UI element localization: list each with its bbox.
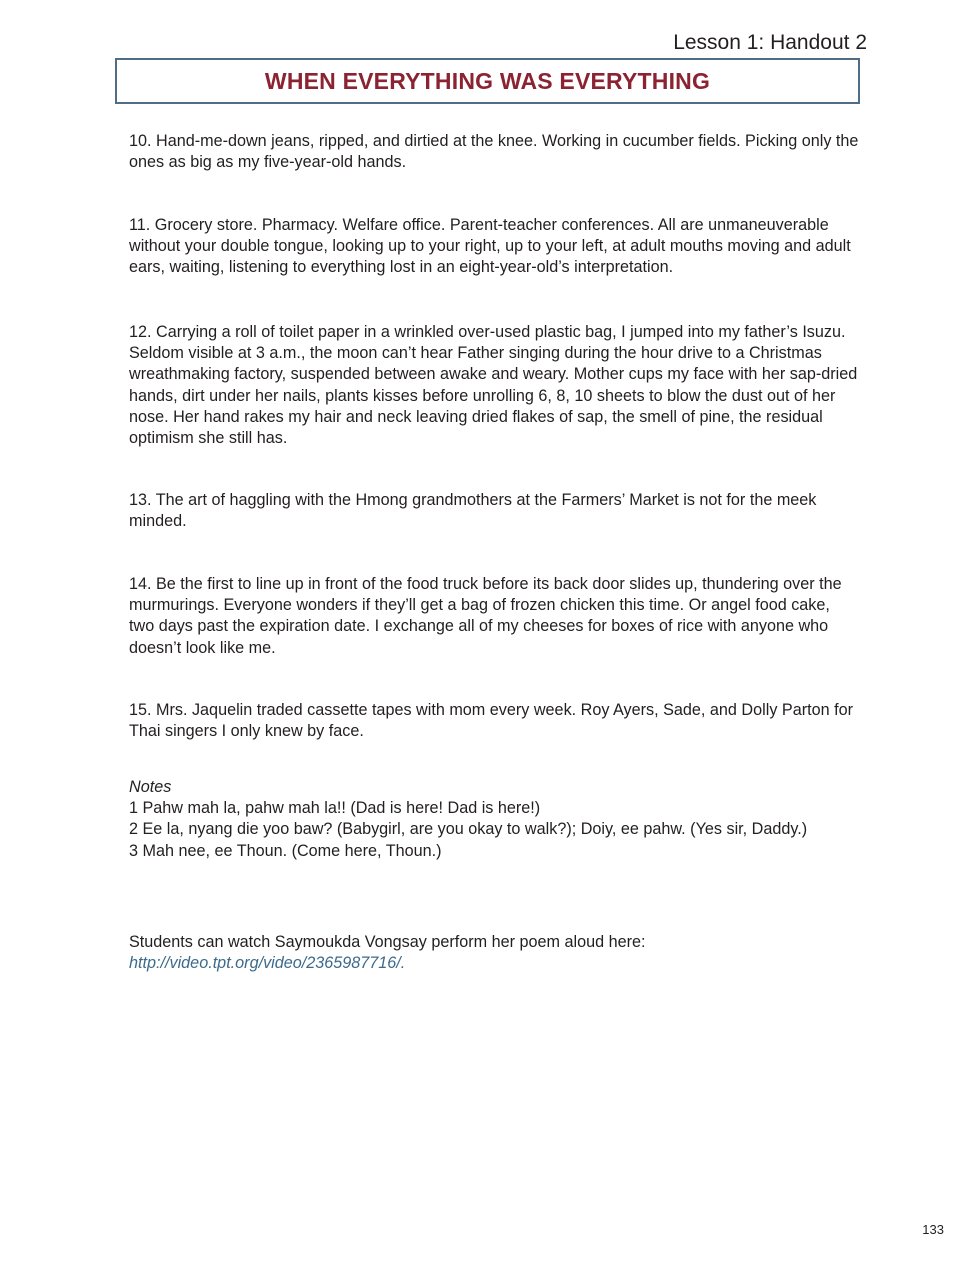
stanza-11: 11. Grocery store. Pharmacy. Welfare office. Parent-teacher conferences. All are unmaneuverable without your double tongue, looking up to your right, up to your left, at adult mouths moving and adult ears, waiting, listening to everything lost in an eight-year-old’s interpretation. (129, 216, 851, 277)
stanza-10: 10. Hand-me-down jeans, ripped, and dirtied at the knee. Working in cucumber fields. Picking only the ones as big as my five-year-old hands. (129, 132, 859, 172)
notes-heading: Notes (129, 778, 172, 796)
page-title: WHEN EVERYTHING WAS EVERYTHING (264, 67, 711, 94)
page-number: 133 (922, 1222, 944, 1237)
stanza-13: 13. The art of haggling with the Hmong grandmothers at the Farmers’ Market is not for the meek minded. (129, 491, 817, 531)
video-note-text: Students can watch Saymoukda Vongsay perform her poem aloud here: (129, 933, 646, 951)
note-item-1: 1 Pahw mah la, pahw mah la!! (Dad is here! Dad is here!) (129, 799, 541, 818)
note-item-3: 3 Mah nee, ee Thoun. (Come here, Thoun.) (129, 841, 442, 860)
title-box (115, 58, 860, 104)
video-note-trailing: . (400, 954, 406, 973)
lesson-handout-label: Lesson 1: Handout 2 (673, 31, 867, 54)
stanza-15: 15. Mrs. Jaquelin traded cassette tapes with mom every week. Roy Ayers, Sade, and Dolly Parton for Thai singers I only knew by face. (129, 701, 853, 741)
stanza-14: 14. Be the first to line up in front of the food truck before its back door slides up, thundering over the murmurings. Everyone wonders if they’ll get a bag of frozen chicken this time. Or angel food cake, two days past the expiration date. I exchange all of my cheeses for boxes of rice with anyone who doesn’t look like me. (129, 575, 842, 657)
video-note (129, 932, 859, 974)
stanza-12: 12. Carrying a roll of toilet paper in a wrinkled over-used plastic bag, I jumped into my father’s Isuzu. Seldom visible at 3 a.m., the moon can’t hear Father singing during the hour drive to a Christmas wreathmaking factory, suspended between awake and weary. Mother cups my face with her sap-dried hands, dirt under her nails, plants kisses before unrolling 6, 8, 10 sheets to blow the dust out of her nose. Her hand rakes my hair and neck leaving dried flakes of sap, the smell of pine, the residual optimism she still has. (129, 323, 858, 448)
video-link[interactable]: http://video.tpt.org/video/2365987716/ (129, 954, 401, 973)
notes-section (129, 777, 859, 862)
note-item-2: 2 Ee la, nyang die yoo baw? (Babygirl, are you okay to walk?); Doiy, ee pahw. (Yes sir, Daddy.) (129, 820, 808, 839)
